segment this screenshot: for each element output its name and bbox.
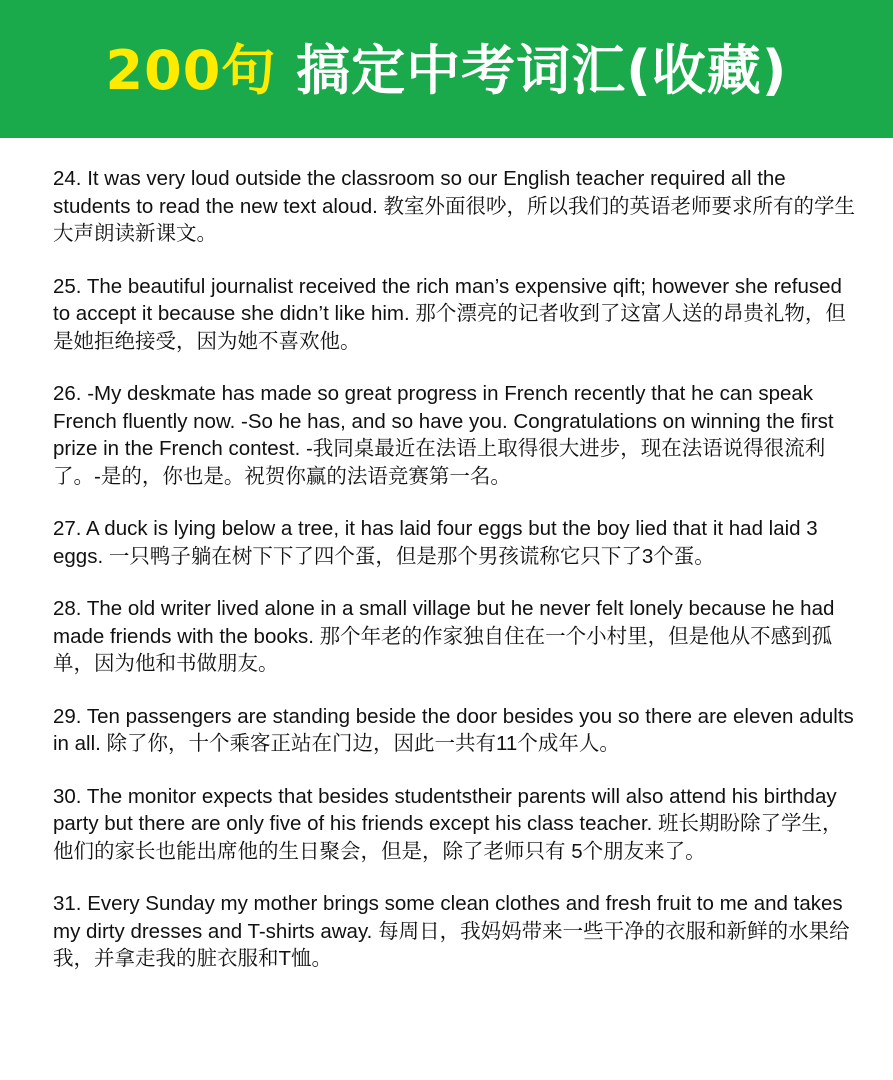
sentence-entry-30: 30. The monitor expects that besides studentstheir parents will also attend his birthday party but there are only five of his friends except his class teacher. 班长期盼除了学生，他们的家长也能出席他的生日聚会，但是，除了老师只有 5个朋友来了。 xyxy=(53,784,843,863)
sentence-entry-27: 27. A duck is lying below a tree, it has laid four eggs but the boy lied that it had laid 3 eggs. 一只鸭子躺在树下下了四个蛋，但是那个男孩谎称它只下了3个蛋。 xyxy=(53,517,818,568)
sentence-entry-31: 31. Every Sunday my mother brings some clean clothes and fresh fruit to me and takes my dirty dresses and T-shirts away. 每周日，我妈妈带来一些干净的衣服和新鲜的水果给我，并拿走我的脏衣服和T恤。 xyxy=(53,892,850,970)
sentence-entry-24: 24. It was very loud outside the classroom so our English teacher required all the students to read the new text aloud. 教室外面很吵，所以我们的英语老师要求所有的学生大声朗读新课文。 xyxy=(53,167,855,245)
page-title-accent: 200句 xyxy=(105,39,277,102)
title-banner xyxy=(0,0,893,138)
sentence-entry-29: 29. Ten passengers are standing beside the door besides you so there are eleven adults in all. 除了你，十个乘客正站在门边，因此一共有11个成年人。 xyxy=(53,704,854,755)
sentence-entry-26: 26. -My deskmate has made so great progress in French recently that he can speak French fluently now. -So he has, and so have you. Congratulations on winning the first prize in the French contest. -我同桌最近在法语上取得很大进步，现在法语说得很流利了。-是的，你也是。祝贺你赢的法语竞赛第一名。 xyxy=(53,382,834,488)
sentence-list xyxy=(53,165,863,998)
sentence-entry-25: 25. The beautiful journalist received the rich man’s expensive qift; however she refused to accept it because she didn’t like him. 那个漂亮的记者收到了这富人送的昂贵礼物，但是她拒绝接受，因为她不喜欢他。 xyxy=(53,274,846,353)
page-title-rest: 搞定中考词汇(收藏) xyxy=(296,39,788,102)
sentence-entry-28: 28. The old writer lived alone in a small village but he never felt lonely because he had made friends with the books. 那个年老的作家独自住在一个小村里，但是他从不感到孤单，因为他和书做朋友。 xyxy=(53,597,835,675)
page-title xyxy=(105,39,788,102)
